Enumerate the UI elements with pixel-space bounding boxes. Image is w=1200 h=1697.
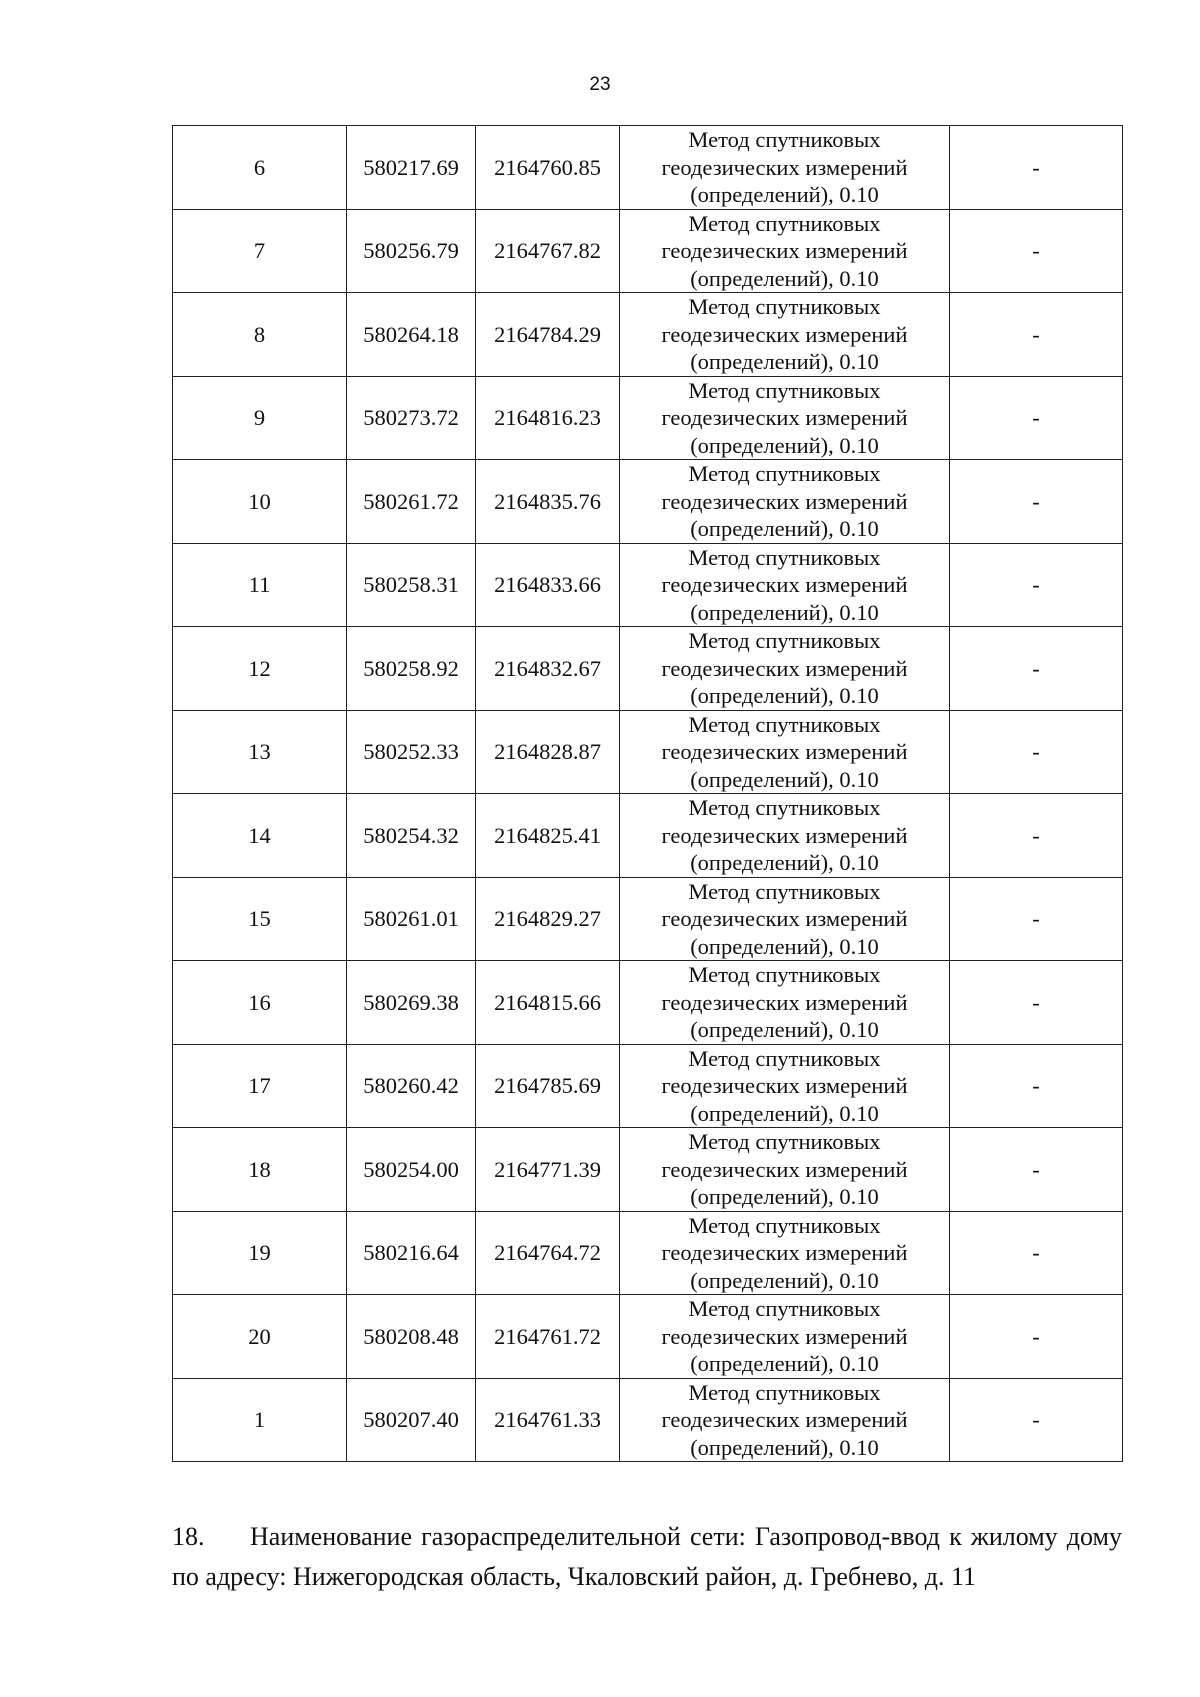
x-coordinate-cell: 580264.18: [347, 293, 476, 377]
table-row: [173, 293, 1123, 377]
method-line: Метод спутниковых: [688, 461, 881, 486]
coordinates-table-body: [173, 126, 1123, 1462]
method-cell: [620, 961, 950, 1045]
note-cell: -: [950, 1211, 1123, 1295]
x-coordinate-cell: 580269.38: [347, 961, 476, 1045]
y-coordinate-cell: 2164764.72: [476, 1211, 620, 1295]
method-cell: [620, 1378, 950, 1462]
method-cell: [620, 293, 950, 377]
method-line: (определений), 0.10: [690, 1184, 879, 1209]
x-coordinate-cell: 580273.72: [347, 376, 476, 460]
x-coordinate-cell: 580252.33: [347, 710, 476, 794]
x-coordinate-cell: 580207.40: [347, 1378, 476, 1462]
note-cell: -: [950, 376, 1123, 460]
point-number-cell: 1: [173, 1378, 347, 1462]
method-cell: [620, 1128, 950, 1212]
table-row: [173, 627, 1123, 711]
method-cell: [620, 460, 950, 544]
point-number-cell: 18: [173, 1128, 347, 1212]
page-number: 23: [589, 74, 611, 95]
y-coordinate-cell: 2164761.33: [476, 1378, 620, 1462]
x-coordinate-cell: 580217.69: [347, 126, 476, 210]
y-coordinate-cell: 2164761.72: [476, 1295, 620, 1379]
y-coordinate-cell: 2164829.27: [476, 877, 620, 961]
y-coordinate-cell: 2164815.66: [476, 961, 620, 1045]
method-line: (определений), 0.10: [690, 1434, 879, 1460]
method-line: Метод спутниковых: [688, 1212, 881, 1238]
table-row: [173, 1378, 1123, 1462]
table-row: [173, 1211, 1123, 1295]
x-coordinate-cell: 580208.48: [347, 1295, 476, 1379]
method-line: геодезических измерений: [661, 1323, 908, 1349]
method-cell: [620, 209, 950, 293]
y-coordinate-cell: 2164760.85: [476, 126, 620, 210]
x-coordinate-cell: 580260.42: [347, 1044, 476, 1128]
method-line: (определений), 0.10: [690, 850, 879, 875]
method-line: Метод спутниковых: [688, 127, 881, 152]
table-row: [173, 209, 1123, 293]
method-cell: [620, 126, 950, 210]
table-row: [173, 1044, 1123, 1128]
note-cell: -: [950, 543, 1123, 627]
method-line: (определений), 0.10: [690, 432, 879, 458]
y-coordinate-cell: 2164784.29: [476, 293, 620, 377]
method-line: геодезических измерений: [661, 1156, 908, 1182]
method-cell: [620, 1211, 950, 1295]
method-line: Метод спутниковых: [688, 544, 881, 570]
method-line: Метод спутниковых: [688, 377, 881, 403]
table-row: [173, 126, 1123, 210]
method-line: (определений), 0.10: [690, 265, 879, 291]
method-line: (определений), 0.10: [690, 766, 879, 792]
point-number-cell: 20: [173, 1295, 347, 1379]
point-number-cell: 17: [173, 1044, 347, 1128]
point-number-cell: 7: [173, 209, 347, 293]
method-line: геодезических измерений: [661, 1073, 908, 1098]
method-line: геодезических измерений: [661, 655, 908, 681]
method-line: (определений), 0.10: [690, 1267, 879, 1293]
point-number-cell: 9: [173, 376, 347, 460]
x-coordinate-cell: 580254.00: [347, 1128, 476, 1212]
y-coordinate-cell: 2164816.23: [476, 376, 620, 460]
x-coordinate-cell: 580256.79: [347, 209, 476, 293]
point-number-cell: 10: [173, 460, 347, 544]
method-line: геодезических измерений: [661, 739, 908, 764]
method-cell: [620, 543, 950, 627]
point-number-cell: 8: [173, 293, 347, 377]
table-row: [173, 877, 1123, 961]
method-cell: [620, 877, 950, 961]
table-row: [173, 543, 1123, 627]
note-cell: -: [950, 460, 1123, 544]
note-cell: -: [950, 209, 1123, 293]
note-cell: -: [950, 961, 1123, 1045]
point-number-cell: 14: [173, 794, 347, 878]
method-line: (определений), 0.10: [690, 1351, 879, 1376]
x-coordinate-cell: 580258.92: [347, 627, 476, 711]
point-number-cell: 16: [173, 961, 347, 1045]
point-number-cell: 6: [173, 126, 347, 210]
method-line: (определений), 0.10: [690, 516, 879, 541]
method-line: геодезических измерений: [661, 1240, 908, 1265]
method-cell: [620, 376, 950, 460]
point-number-cell: 19: [173, 1211, 347, 1295]
method-line: геодезических измерений: [661, 906, 908, 931]
method-line: геодезических измерений: [661, 405, 908, 430]
method-line: (определений), 0.10: [690, 182, 879, 207]
section-number: 18.: [172, 1522, 205, 1551]
method-line: геодезических измерений: [661, 154, 908, 180]
method-cell: [620, 710, 950, 794]
method-line: Метод спутниковых: [688, 1045, 881, 1071]
method-line: геодезических измерений: [661, 572, 908, 597]
table-row: [173, 376, 1123, 460]
note-cell: -: [950, 710, 1123, 794]
point-number-cell: 15: [173, 877, 347, 961]
coordinates-table: [172, 125, 1123, 1462]
x-coordinate-cell: 580216.64: [347, 1211, 476, 1295]
method-line: геодезических измерений: [661, 822, 908, 848]
table-row: [173, 961, 1123, 1045]
y-coordinate-cell: 2164771.39: [476, 1128, 620, 1212]
method-line: (определений), 0.10: [690, 349, 879, 374]
method-line: Метод спутниковых: [688, 1379, 881, 1405]
method-cell: [620, 1295, 950, 1379]
method-line: геодезических измерений: [661, 238, 908, 263]
x-coordinate-cell: 580258.31: [347, 543, 476, 627]
method-line: геодезических измерений: [661, 1407, 908, 1432]
method-line: Метод спутниковых: [688, 628, 881, 653]
note-cell: -: [950, 877, 1123, 961]
method-cell: [620, 1044, 950, 1128]
y-coordinate-cell: 2164767.82: [476, 209, 620, 293]
note-cell: -: [950, 1128, 1123, 1212]
method-line: (определений), 0.10: [690, 599, 879, 625]
y-coordinate-cell: 2164835.76: [476, 460, 620, 544]
section-paragraph: [172, 1517, 1122, 1597]
note-cell: -: [950, 1378, 1123, 1462]
table-row: [173, 710, 1123, 794]
note-cell: -: [950, 126, 1123, 210]
y-coordinate-cell: 2164832.67: [476, 627, 620, 711]
table-row: [173, 1295, 1123, 1379]
x-coordinate-cell: 580261.01: [347, 877, 476, 961]
method-line: (определений), 0.10: [690, 933, 879, 959]
method-line: (определений), 0.10: [690, 1017, 879, 1042]
x-coordinate-cell: 580254.32: [347, 794, 476, 878]
y-coordinate-cell: 2164833.66: [476, 543, 620, 627]
method-line: Метод спутниковых: [688, 795, 881, 820]
section-text: Наименование газораспределительной сети: Газопровод-ввод к жилому дому по адресу: Нижегородская область, Чкаловский район, д. Гребнево, д. 11: [172, 1522, 1122, 1591]
note-cell: -: [950, 1044, 1123, 1128]
method-line: Метод спутниковых: [688, 1129, 881, 1154]
method-line: геодезических измерений: [661, 488, 908, 514]
method-cell: [620, 627, 950, 711]
table-row: [173, 460, 1123, 544]
method-line: Метод спутниковых: [688, 210, 881, 236]
method-line: Метод спутниковых: [688, 294, 881, 319]
y-coordinate-cell: 2164825.41: [476, 794, 620, 878]
x-coordinate-cell: 580261.72: [347, 460, 476, 544]
y-coordinate-cell: 2164785.69: [476, 1044, 620, 1128]
method-line: Метод спутниковых: [688, 962, 881, 987]
y-coordinate-cell: 2164828.87: [476, 710, 620, 794]
method-line: Метод спутниковых: [688, 1296, 881, 1321]
method-line: Метод спутниковых: [688, 711, 881, 737]
note-cell: -: [950, 293, 1123, 377]
method-line: Метод спутниковых: [688, 878, 881, 904]
method-cell: [620, 794, 950, 878]
table-row: [173, 794, 1123, 878]
point-number-cell: 13: [173, 710, 347, 794]
method-line: (определений), 0.10: [690, 683, 879, 708]
point-number-cell: 12: [173, 627, 347, 711]
point-number-cell: 11: [173, 543, 347, 627]
note-cell: -: [950, 627, 1123, 711]
method-line: геодезических измерений: [661, 321, 908, 347]
table-row: [173, 1128, 1123, 1212]
method-line: геодезических измерений: [661, 989, 908, 1015]
method-line: (определений), 0.10: [690, 1100, 879, 1126]
note-cell: -: [950, 1295, 1123, 1379]
note-cell: -: [950, 794, 1123, 878]
